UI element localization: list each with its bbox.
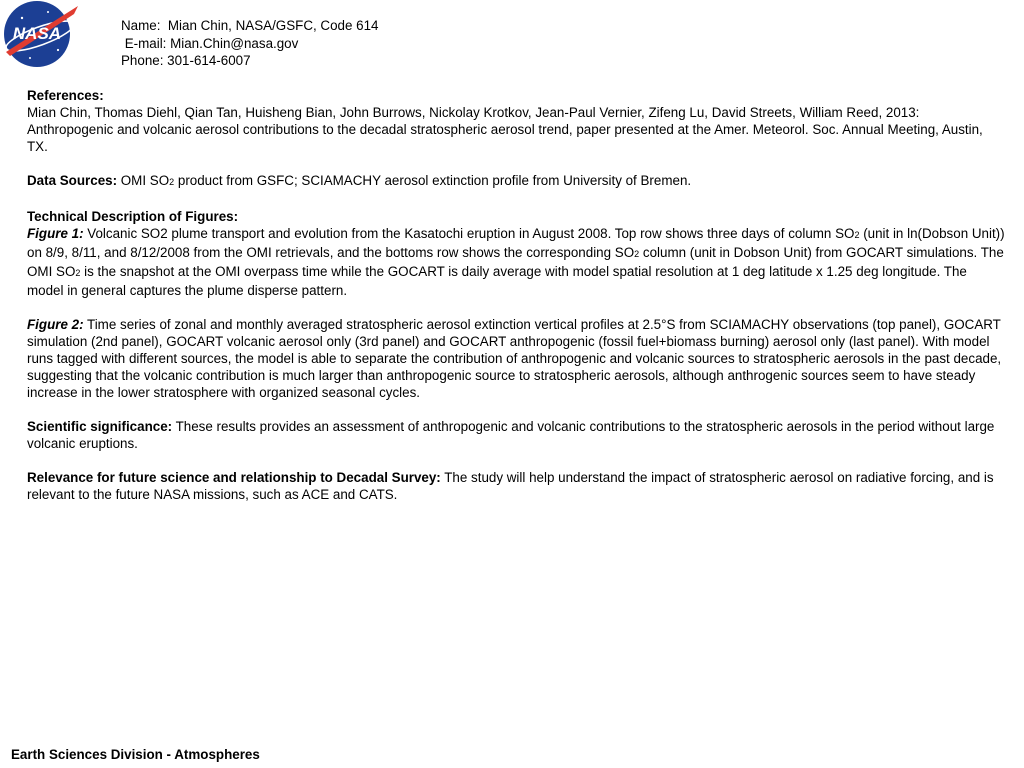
fig1-text-a: Volcanic SO2 plume transport and evolution from the Kasatochi eruption in August 2008. Top row shows three days of column SO bbox=[83, 226, 855, 241]
svg-text:NASA: NASA bbox=[12, 24, 62, 43]
relevance-heading: Relevance for future science and relationship to Decadal Survey: bbox=[27, 470, 441, 485]
contact-name: Name: Mian Chin, NASA/GSFC, Code 614 bbox=[121, 18, 379, 33]
references-text: Mian Chin, Thomas Diehl, Qian Tan, Huisheng Bian, John Burrows, Nickolay Krotkov, Jean-Paul Vernier, Zifeng Lu, David Streets, William Reed, 2013: Anthropogenic and volcanic aerosol contributions to the decadal stratospheric aerosol trend, paper presented at the Amer. Meteorol. Soc. Annual Meeting, Austin, TX. bbox=[27, 105, 983, 154]
fig1-text-b: (unit in ln(Dobson Unit)) on 8/9, 8/11, and 8/12/2008 from the OMI retrievals, and the bottoms row shows the corresponding SO bbox=[27, 226, 1005, 260]
fig2-text: Time series of zonal and monthly averaged stratospheric aerosol extinction vertical profiles at 2.5°S from SCIAMACHY observations (top panel), GOCART simulation (2nd panel), GOCART volcanic aerosol only (3rd panel) and GOCART anthropogenic (fossil fuel+biomass burning) aerosol only (last panel). With model runs tagged with different sources, the model is able to separate the contribution of anthropogenic and volcanic sources to stratospheric aerosols in the past decade, suggesting that the volcanic contribution is much larger than anthropogenic source to stratospheric aerosols, although anthrogenic sources seem to have steady increase in the lower stratosphere with organized seasonal cycles. bbox=[27, 317, 1002, 400]
technical-section bbox=[27, 208, 1007, 299]
so2-subscript: 2 bbox=[634, 249, 640, 259]
technical-heading: Technical Description of Figures: bbox=[27, 209, 239, 224]
relevance-text: The study will help understand the impact of stratospheric aerosol on radiative forcing, and is relevant to the future NASA missions, such as ACE and CATS. bbox=[27, 470, 994, 502]
data-sources-heading: Data Sources: bbox=[27, 173, 118, 188]
so2-subscript: 2 bbox=[854, 230, 860, 240]
contact-email: E-mail: Mian.Chin@nasa.gov bbox=[121, 35, 299, 51]
significance-text: These results provides an assessment of anthropogenic and volcanic contributions to the stratospheric aerosols in the period without large volcanic eruptions. bbox=[27, 419, 995, 451]
significance-heading: Scientific significance: bbox=[27, 419, 173, 434]
references-section bbox=[27, 87, 1007, 155]
contact-phone: Phone: 301-614-6007 bbox=[121, 53, 251, 68]
so2-subscript: 2 bbox=[75, 268, 81, 278]
contact-block bbox=[121, 17, 379, 70]
fig1-text-c: column (unit in Dobson Unit) from GOCART simulations. The OMI SO bbox=[27, 245, 1004, 279]
figure-1-label: Figure 1: bbox=[27, 226, 84, 241]
figure-2-description bbox=[27, 316, 1007, 401]
footer-division-label: Earth Sciences Division - Atmospheres bbox=[11, 747, 260, 762]
data-sources-text-a: OMI SO bbox=[117, 173, 170, 188]
nasa-logo bbox=[0, 0, 84, 70]
data-sources-text-b: product from GSFC; SCIAMACHY aerosol extinction profile from University of Bremen. bbox=[174, 173, 692, 188]
figure-1-description bbox=[27, 225, 1007, 299]
data-sources-section bbox=[27, 172, 1007, 191]
fig1-text-d: is the snapshot at the OMI overpass time while the GOCART is daily average with model spatial resolution at 1 deg latitude x 1.25 deg longitude. The model in general captures the plume disperse pattern. bbox=[27, 264, 967, 298]
document-body bbox=[27, 87, 1007, 520]
significance-section bbox=[27, 418, 1007, 452]
so2-subscript: 2 bbox=[169, 177, 175, 187]
references-heading: References: bbox=[27, 88, 104, 103]
figure-2-label: Figure 2: bbox=[27, 317, 84, 332]
relevance-section bbox=[27, 469, 1007, 503]
